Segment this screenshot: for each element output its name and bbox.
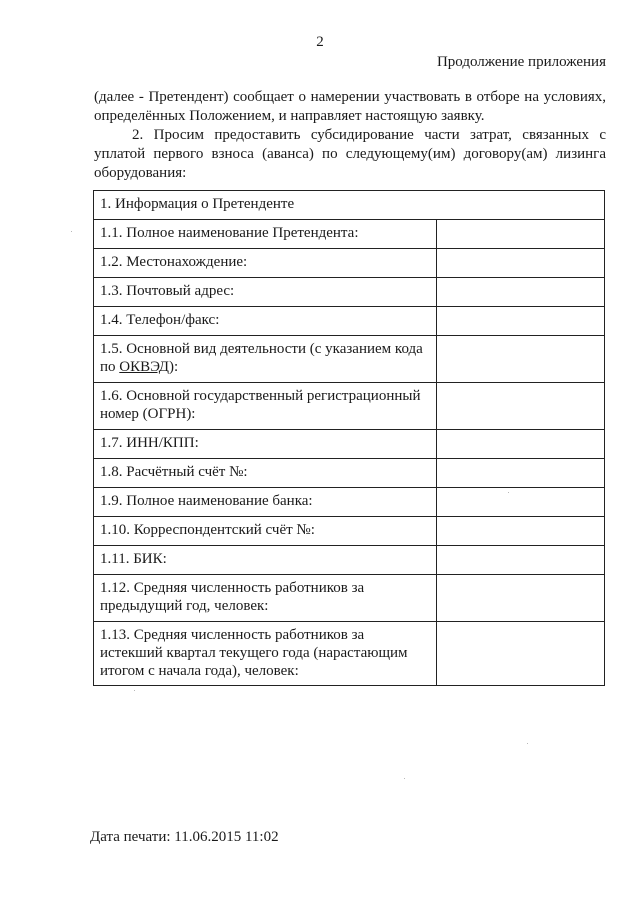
applicant-info-table [93, 190, 605, 686]
intro-text [94, 88, 606, 183]
table-row [94, 383, 605, 430]
table-row [94, 488, 605, 517]
table-row [94, 517, 605, 546]
row-value-postal-address[interactable] [437, 278, 605, 307]
table-row [94, 307, 605, 336]
scan-speck [71, 231, 72, 232]
table-row [94, 546, 605, 575]
row-value-headcount-prev-year[interactable] [437, 575, 605, 622]
intro-paragraph-2: 2. Просим предоставить субсидирование части затрат, связанных с уплатой первого взноса (аванса) по следующему(им) договору(ам) лизинга оборудования: [94, 127, 606, 181]
row-label-settlement-account: 1.8. Расчётный счёт №: [94, 459, 437, 488]
row-label-headcount-quarter: 1.13. Средняя численность работников за истекший квартал текущего года (нарастающим итогом с начала года), человек: [94, 622, 437, 686]
row-value-correspondent-account[interactable] [437, 517, 605, 546]
table-row [94, 622, 605, 686]
row-value-location[interactable] [437, 249, 605, 278]
row-label-phone-fax: 1.4. Телефон/факс: [94, 307, 437, 336]
row-value-ogrn[interactable] [437, 383, 605, 430]
print-date: Дата печати: 11.06.2015 11:02 [90, 829, 279, 845]
row-value-full-name[interactable] [437, 220, 605, 249]
okved-link[interactable]: ОКВЭД [119, 359, 169, 375]
row-value-phone-fax[interactable] [437, 307, 605, 336]
running-header: Продолжение приложения [436, 54, 606, 70]
row-label-location: 1.2. Местонахождение: [94, 249, 437, 278]
table-row [94, 459, 605, 488]
row-label-headcount-prev-year: 1.12. Средняя численность работников за предыдущий год, человек: [94, 575, 437, 622]
scan-speck [134, 690, 135, 691]
scan-speck [508, 492, 509, 493]
row-label-inn-kpp: 1.7. ИНН/КПП: [94, 430, 437, 459]
table-section-title: 1. Информация о Претенденте [94, 191, 605, 220]
table-row [94, 430, 605, 459]
table-row [94, 220, 605, 249]
row-label-correspondent-account: 1.10. Корреспондентский счёт №: [94, 517, 437, 546]
row-label-bank-name: 1.9. Полное наименование банка: [94, 488, 437, 517]
row-value-inn-kpp[interactable] [437, 430, 605, 459]
row-value-settlement-account[interactable] [437, 459, 605, 488]
table-row [94, 575, 605, 622]
row-label-main-activity-text: 1.5. Основной вид деятельности (с указанием кода по [100, 341, 423, 375]
row-label-main-activity-suffix: ): [169, 359, 179, 375]
row-value-main-activity[interactable] [437, 336, 605, 383]
row-value-headcount-quarter[interactable] [437, 622, 605, 686]
table-row [94, 278, 605, 307]
row-value-bik[interactable] [437, 546, 605, 575]
scan-speck [527, 743, 528, 744]
row-label-ogrn: 1.6. Основной государственный регистрационный номер (ОГРН): [94, 383, 437, 430]
row-label-postal-address: 1.3. Почтовый адрес: [94, 278, 437, 307]
row-value-bank-name[interactable] [437, 488, 605, 517]
row-label-bik: 1.11. БИК: [94, 546, 437, 575]
table-row [94, 249, 605, 278]
intro-paragraph-1: (далее - Претендент) сообщает о намерении участвовать в отборе на условиях, определённых Положением, и направляет настоящую заявку. [94, 89, 606, 124]
page-number: 2 [316, 34, 324, 50]
row-label-full-name: 1.1. Полное наименование Претендента: [94, 220, 437, 249]
row-label-main-activity [94, 336, 437, 383]
table-row [94, 336, 605, 383]
scan-speck [404, 778, 405, 779]
